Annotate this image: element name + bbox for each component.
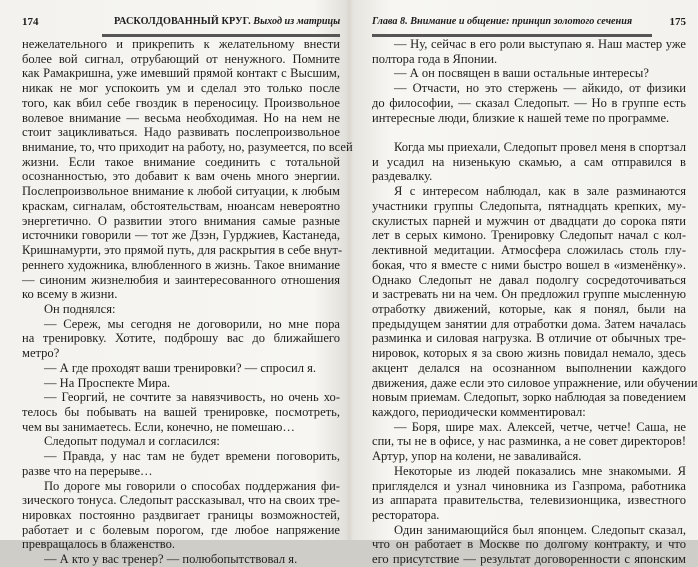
text-line: ресторатора.: [372, 508, 440, 522]
left-running-title-sub: Выход из матрицы: [253, 16, 341, 27]
text-line: новым приемам. Следопыт, зорко наблюдая за поведением: [372, 390, 686, 405]
text-line: — Сереж, мы сегодня не договорили, но мне пора: [44, 316, 340, 331]
text-line: отработку движений, которые, как я понял, были на: [372, 301, 686, 316]
text-line: — Правда, у нас там не будет времени поговорить,: [44, 449, 340, 464]
text-line: спи, ты не в офисе, у нас разминка, а не совет директоров!: [372, 434, 686, 449]
text-line: Артур, упор на колени, не заваливайся.: [372, 449, 582, 464]
text-line: реннего художника, влюбленного в жизнь. Такое внимание: [22, 257, 340, 272]
text-line: полтора года в Японии.: [372, 51, 498, 66]
text-line: разве что на перерыве…: [22, 463, 153, 478]
text-line: раздевалку.: [372, 169, 433, 184]
text-line: нировок, которых я за свою жизнь повидал немало, здесь: [372, 346, 686, 361]
text-line: превращалось в блаженство.: [22, 537, 175, 552]
text-line: скулистых парней и мужчин от двадцати до сорока пяти: [372, 213, 686, 228]
left-page-number: 174: [22, 16, 39, 28]
text-line: — Ну, сейчас в его роли выступаю я. Наш мастер уже: [394, 37, 686, 51]
text-line: — синоним жизнелюбия и заинтересованного отношения: [22, 272, 340, 287]
text-line: бокая, что я вместе с ними быстро вошел в «изменёнку».: [372, 257, 686, 272]
text-line: — А он посвящен в ваши остальные интересы?: [394, 66, 649, 81]
right-page-body: [372, 37, 698, 567]
text-line: нировках постоянно раздвигает границы возможностей,: [22, 508, 340, 522]
text-line: более вой сигнал, отрубающий от ненужного. Помните: [22, 51, 340, 66]
text-line: Он поднялся:: [44, 301, 116, 316]
text-line: и усадил на низенькую скамью, а сам отправился в: [372, 154, 686, 169]
text-line: Один занимающийся был японцем. Следопыт сказал,: [394, 522, 686, 537]
text-line: из аппарата правительства, телевизионщика, известного: [372, 493, 686, 508]
text-line: краскам, сигналам, обстоятельствам, нюансам невероятно: [22, 198, 340, 213]
text-line: [372, 125, 686, 140]
text-line: работает и с болевым порогом, где любое напряжение: [22, 522, 340, 537]
text-line: лективной медитации. Атмосфера сложилась столь глу-: [372, 243, 686, 258]
text-line: того, как вбил себе гвоздик в переносицу. Произвольное: [22, 95, 340, 110]
text-line: никак не мог успокоить ум и сделал это только после: [22, 81, 340, 96]
text-line: участники группы Следопыта, пятнадцать крепких, му-: [372, 198, 686, 213]
text-line: предыдущем занятии для отработки дома. Затем началась: [372, 316, 686, 331]
text-line: стоит зацикливаться. Надо развивать послепроизвольное: [22, 125, 340, 140]
right-page-number: 175: [669, 16, 686, 28]
text-line: — Отчасти, но это стержень — айкидо, от физики: [394, 81, 686, 96]
text-line: По дороге мы говорили о способах поддержания фи-: [44, 478, 340, 493]
text-line: нежелательного и прикрепить к желательному внести: [22, 37, 340, 51]
text-line: осознанностью, это добавит к вам очень много энергии.: [22, 169, 340, 184]
text-line: телось бы побывать на вашей тренировке, посмотреть,: [22, 404, 340, 419]
text-line: Однако Следопыт не давал подолгу сосредоточиваться: [372, 272, 686, 287]
left-page: [22, 0, 353, 567]
text-line: Я с интересом наблюдал, как в зале разминаются: [394, 184, 686, 199]
text-line: интересные люди, близкие к нашей теме по программе.: [372, 110, 670, 125]
text-line: акцент делался на осознанном выполнении каждого: [372, 360, 686, 375]
text-line: — А где проходят ваши тренировки? — спросил я.: [44, 360, 317, 375]
text-line: лет в серых кимоно. Тренировку Следопыт начал с кол-: [372, 228, 686, 243]
text-line: разминка и силовая нагрузка. В отличие от обычных тре-: [372, 331, 686, 346]
text-line: Некоторые из людей показались мне знакомыми. Я: [394, 463, 686, 478]
left-page-body: [22, 37, 353, 567]
text-line: зического тонуса. Следопыт рассказывал, что на своих тре-: [22, 493, 340, 508]
right-page-header: [372, 14, 686, 32]
text-line: каждого, периодически комментировал:: [372, 404, 586, 419]
text-line: пригляделся и узнал чиновника из Газпрома, работника: [372, 478, 686, 493]
text-line: метро?: [22, 346, 60, 361]
text-line: Следопыт подумал и согласился:: [44, 434, 220, 449]
right-running-title-text: Глава 8. Внимание и общение: принцип золотого сечения: [372, 16, 633, 27]
text-line: движения, даже если это силовое упражнение, или обучении: [372, 375, 698, 390]
text-line: внимание, то, что приходит на работу, но, разумеется, по всей: [22, 140, 353, 155]
text-line: до философии, — сказал Следопыт. — Но в группе есть: [372, 95, 686, 110]
text-line: Послепроизвольное внимание к любой ситуации, к любым: [22, 184, 340, 199]
text-line: жизни. Если такое внимание соединить с тотальной: [22, 154, 340, 169]
text-line: ко всему в жизни.: [22, 287, 118, 302]
text-line: Когда мы приехали, Следопыт провел меня в спортзал: [394, 140, 686, 155]
text-line: его присутствие — результат договоренности с японским: [372, 552, 686, 567]
text-line: что он работает в Москве по долгому контракту, и что: [372, 537, 686, 552]
text-line: — А кто у вас тренер? — полюбопытствовал я.: [44, 552, 298, 567]
text-line: — Боря, шире мах. Алексей, четче, четче! Саша, не: [394, 419, 686, 434]
text-line: Кришнамурти, это прямой путь, для раскрытия в себе внут-: [22, 243, 343, 258]
right-running-title: [372, 16, 632, 27]
text-line: на тренировку. Хотите, подброшу вас до ближайшего: [22, 331, 340, 346]
left-page-header: [22, 14, 340, 32]
left-running-title: [114, 16, 340, 27]
left-running-title-main: РАСКОЛДОВАННЫЙ КРУГ.: [114, 16, 251, 27]
text-line: источники говорили — тот же Дзэн, Гурджиев, Кастанеда,: [22, 228, 340, 243]
right-page: [372, 0, 698, 567]
text-line: чем вы занимаетесь. Если, конечно, не помешаю…: [22, 419, 295, 434]
text-line: — Георгий, не сочтите за навязчивость, но очень хо-: [44, 390, 340, 405]
text-line: и застревать ни на чем. Он предложил группе мысленную: [372, 287, 686, 302]
text-line: волевое внимание — весьма необходимая. Но на нем не: [22, 110, 340, 125]
text-line: — На Проспекте Мира.: [44, 375, 171, 390]
text-line: энергетично. О развитии этого внимания самые разные: [22, 213, 340, 228]
text-line: как Рамакришна, уже имевший прямой контакт с Высшим,: [22, 66, 340, 81]
